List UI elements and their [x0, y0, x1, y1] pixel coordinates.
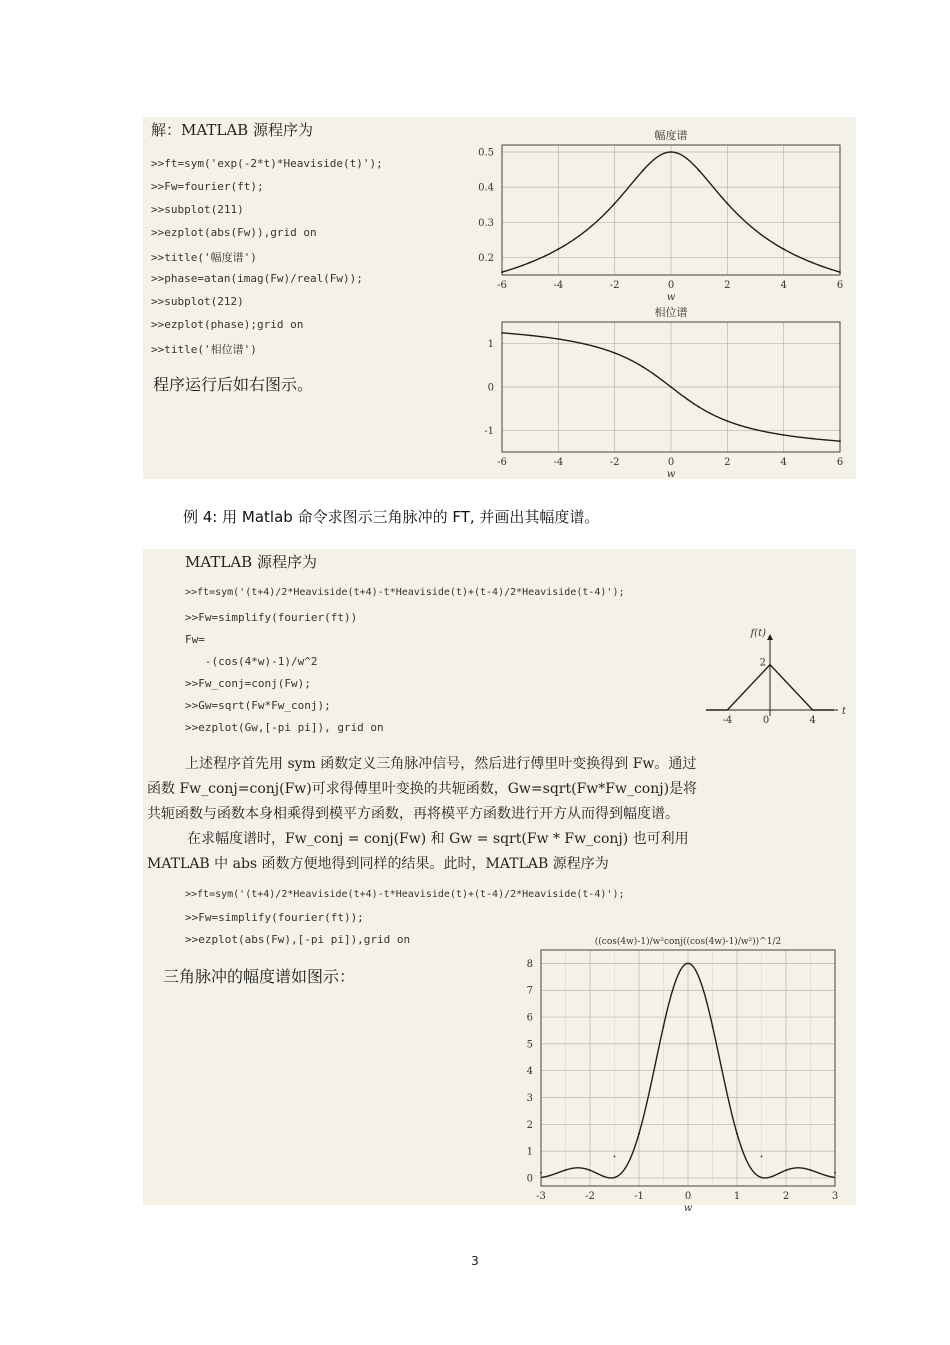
x-tick-label: -4 [553, 457, 564, 468]
y-tick-label: 0.5 [478, 147, 494, 159]
x-axis-label: w [666, 469, 676, 480]
x-tick-label: 2 [724, 280, 731, 291]
paragraph-line: 上述程序首先用 sym 函数定义三角脉冲信号，然后进行傅里叶变换得到 Fw。通过 [185, 756, 697, 772]
x-tick-label: -2 [609, 457, 620, 468]
code-line: >>ft=sym('(t+4)/2*Heaviside(t+4)-t*Heaviside(t)+(t-4)/2*Heaviside(t-4)'); [185, 587, 625, 598]
chart-title: 幅度谱 [654, 129, 688, 142]
code-line: >>Fw_conj=conj(Fw); [185, 677, 311, 690]
code-line: >>ezplot(phase);grid on [151, 318, 304, 331]
x-axis-label: w [683, 1203, 693, 1214]
y-tick-label: 1 [526, 1146, 533, 1158]
x-tick-label: 0 [684, 1191, 692, 1202]
paragraph-line: MATLAB 中 abs 函数方便地得到同样的结果。此时，MATLAB 源程序为 [147, 856, 609, 872]
x-tick-label: 2 [782, 1191, 790, 1202]
x-tick-label: 4 [780, 457, 787, 468]
code-line: >>title('相位谱') [151, 343, 257, 356]
x-tick-label: 1 [733, 1191, 741, 1202]
code-line: >>ezplot(abs(Fw),[-pi pi]),grid on [185, 933, 411, 946]
x-tick-label: 0 [667, 280, 675, 291]
y-tick-label: 2 [526, 1119, 533, 1131]
x-tick-label: 0 [667, 457, 675, 468]
code-line: >>subplot(212) [151, 295, 244, 308]
x-tick-label: -1 [634, 1191, 644, 1202]
code-line: >>phase=atan(imag(Fw)/real(Fw)); [151, 272, 363, 285]
y-tick-label: 0.3 [478, 217, 494, 229]
code-line: >>ezplot(Gw,[-pi pi]), grid on [185, 721, 384, 734]
paragraph-line: 共轭函数与函数本身相乘得到模平方函数，再将模平方函数进行开方从而得到幅度谱。 [147, 806, 679, 822]
f-axis-arrow [767, 634, 773, 640]
y-tick-label: 1 [487, 339, 494, 351]
code-line: >>ft=sym('exp(-2*t)*Heaviside(t)'); [151, 157, 383, 170]
t-tick-label: 4 [809, 715, 816, 726]
x-tick-label: -3 [536, 1191, 546, 1202]
example3-heading: 解：MATLAB 源程序为 [151, 121, 313, 139]
y-tick-label: 8 [526, 958, 533, 970]
data-point [540, 1172, 542, 1174]
code-line: >>ezplot(abs(Fw)),grid on [151, 226, 317, 239]
y-tick-label: 7 [526, 985, 533, 997]
phase-spectrum-chart [470, 300, 856, 480]
code-line: >>Fw=simplify(fourier(ft)); [185, 911, 364, 924]
x-tick-label: 2 [724, 457, 731, 468]
x-tick-label: 6 [836, 280, 844, 291]
code-line: -(cos(4*w)-1)/w^2 [185, 655, 318, 668]
y-tick-label: 0.4 [478, 182, 494, 194]
example4-heading: MATLAB 源程序为 [185, 553, 317, 571]
y-tick-label: 5 [526, 1039, 533, 1051]
chart-title: 相位谱 [654, 306, 688, 319]
example4-note: 三角脉冲的幅度谱如图示： [163, 967, 356, 986]
example4-caption: 例 4: 用 Matlab 命令求图示三角脉冲的 FT, 并画出其幅度谱。 [183, 508, 600, 526]
t-axis-label: t [842, 706, 847, 717]
t-tick-label: -4 [722, 715, 733, 726]
paragraph-line: 函数 Fw_conj=conj(Fw)可求得傅里叶变换的共轭函数，Gw=sqrt(Fw*Fw_conj)是将 [147, 781, 698, 797]
y-tick-label: 0 [487, 382, 494, 394]
paragraph-line: 在求幅度谱时，Fw_conj = conj(Fw) 和 Gw = sqrt(Fw * Fw_conj) 也可利用 [173, 831, 689, 847]
code-line: >>Fw=fourier(ft); [151, 180, 264, 193]
x-tick-label: 3 [831, 1191, 839, 1202]
y-tick-label: 4 [526, 1066, 533, 1078]
t-tick-label: 0 [762, 715, 770, 726]
code-line: >>ft=sym('(t+4)/2*Heaviside(t+4)-t*Heaviside(t)+(t-4)/2*Heaviside(t-4)'); [185, 889, 625, 900]
x-tick-label: -6 [497, 457, 507, 468]
chart-title: ((cos(4w)-1)/w²conj((cos(4w)-1)/w²))^1/2 [594, 937, 782, 947]
y-tick-label: -1 [484, 425, 494, 437]
data-point [834, 1172, 836, 1174]
x-tick-label: -6 [497, 280, 507, 291]
code-line: >>subplot(211) [151, 203, 244, 216]
x-axis-label: w [666, 292, 676, 303]
example3-note: 程序运行后如右图示。 [153, 375, 314, 394]
y-tick-label: 0 [526, 1173, 533, 1185]
data-point [761, 1156, 763, 1158]
x-tick-label: -2 [609, 280, 620, 291]
x-tick-label: -4 [553, 280, 564, 291]
code-line: >>title('幅度谱') [151, 251, 257, 264]
code-line: >>Gw=sqrt(Fw*Fw_conj); [185, 699, 331, 712]
f-axis-label: f(t) [750, 628, 766, 639]
data-point [614, 1156, 616, 1158]
x-tick-label: -2 [585, 1191, 595, 1202]
page-number: 3 [471, 1254, 479, 1268]
x-tick-label: 6 [836, 457, 844, 468]
x-tick-label: 4 [780, 280, 787, 291]
code-line: >>Fw=simplify(fourier(ft)) [185, 611, 358, 624]
f-tick-label: 2 [759, 657, 766, 669]
triangle-magnitude-chart [505, 922, 855, 1214]
y-tick-label: 3 [526, 1093, 533, 1104]
magnitude-spectrum-chart [470, 117, 856, 303]
y-tick-label: 6 [526, 1012, 533, 1024]
y-tick-label: 0.2 [478, 252, 494, 264]
triangle-pulse-diagram [700, 628, 850, 728]
code-line: Fw= [185, 633, 205, 646]
